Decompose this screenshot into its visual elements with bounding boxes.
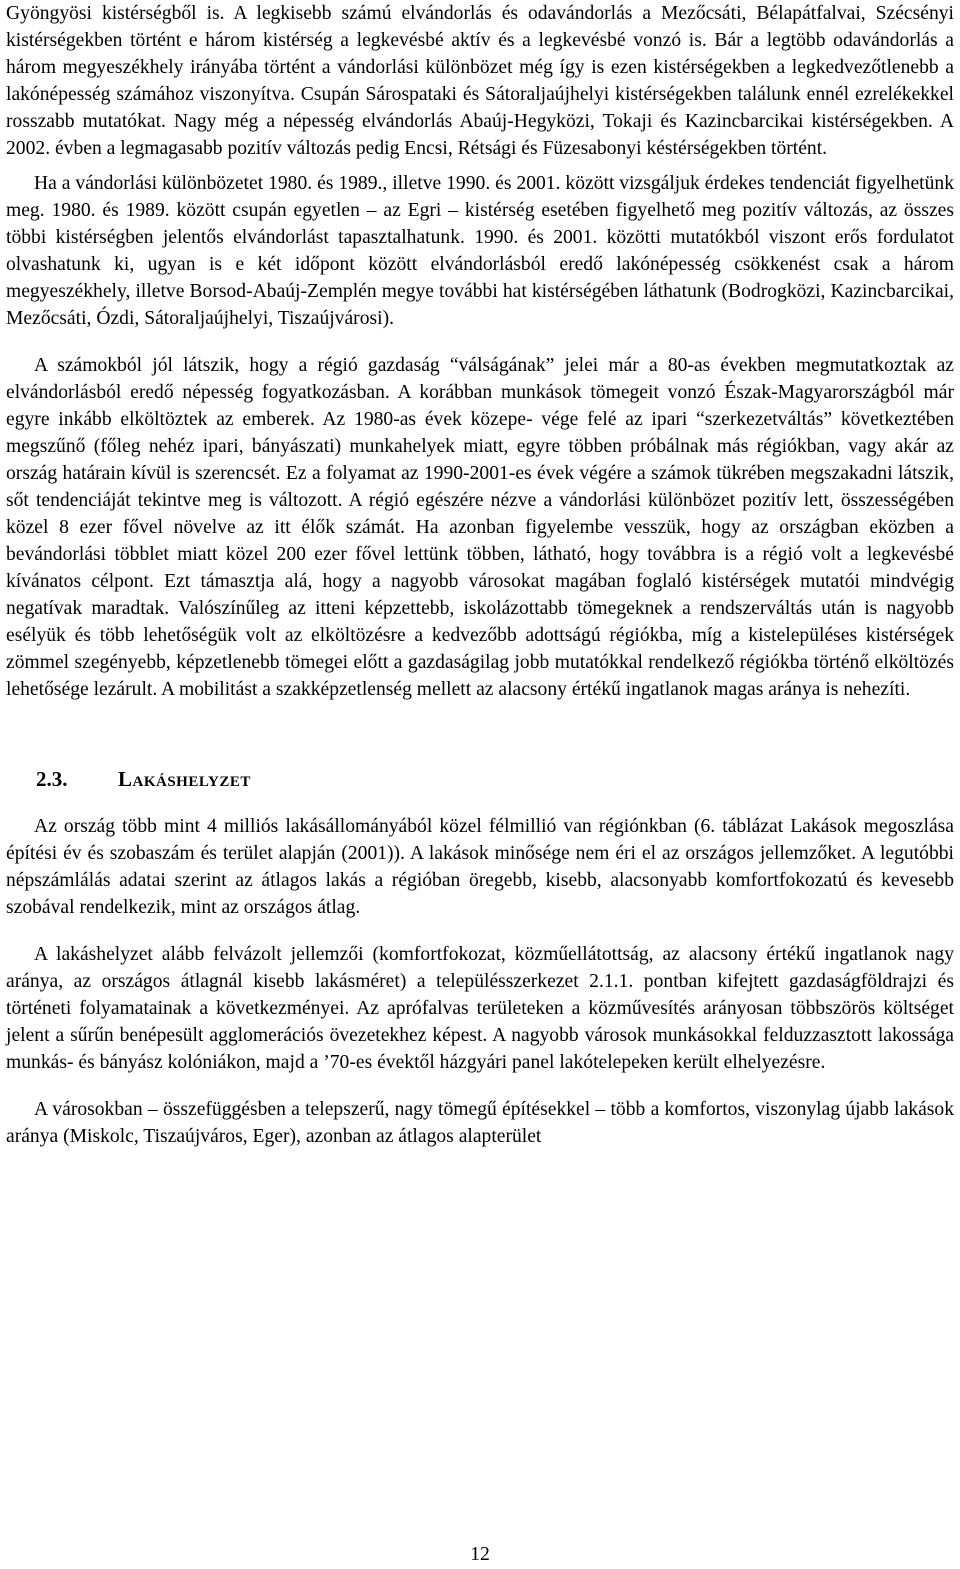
page-number: 12 <box>470 1544 490 1565</box>
body-paragraph: Az ország több mint 4 milliós lakásállományából közel félmillió van régiónkban (6. táblázat Lakások megoszlása építési év és szobaszám és terület alapján (2001)). A lakások minősége nem éri el az országos jellemzőket. A legutóbbi népszámlálás adatai szerint az átlagos lakás a régióban öregebb, kisebb, alacsonyabb komfortfokozatú és kevesebb szobával rendelkezik, mint az országos átlag. <box>6 816 954 918</box>
section-number: 2.3. <box>36 767 68 791</box>
body-paragraph: A lakáshelyzet alább felvázolt jellemzői (komfortfokozat, közműellátottság, az alacsony értékű ingatlanok nagy aránya, az országos átlagnál kisebb lakásméret) a településszerkezet 2.1.1. pontban kifejtett gazdaságföldrajzi és történeti folyamatainak a következményei. Az aprófalvas területeken a közművesítés arányosan többszörös költséget jelent a sűrűn benépesült agglomerációs övezetekhez képest. A nagyobb városok munkásokkal felduzzasztott lakossága munkás- és bányász kolóniákon, majd a ’70-es évektől házgyári panel lakótelepeken került elhelyezésre. <box>6 944 954 1073</box>
section-spacer <box>6 703 954 765</box>
body-paragraph: Gyöngyösi kistérségből is. A legkisebb számú elvándorlás és odavándorlás a Mezőcsáti, Bélapátfalvai, Szécsényi kistérségekben történt e három kistérség a legkevésbé aktív és a legkevésbé vonzó is. Bár a legtöbb odavándorlás a három megyeszékhely irányába történt a vándorlási különbözet még így is ezen kistérségekben a legkedvezőtlenebb a lakónépesség számához viszonyítva. Csupán Sárospataki és Sátoraljaújhelyi kistérségekben találunk ennél ezrelékekkel rosszabb mutatókat. Nagy még a népesség elvándorlás Abaúj-Hegyközi, Tokaji és Kazincbarcikai kistérségekben. A 2002. évben a legmagasabb pozitív változás pedig Encsi, Rétsági és Füzesabonyi késtérségekben történt. <box>6 3 954 159</box>
body-paragraph: A számokból jól látszik, hogy a régió gazdaság “válságának” jelei már a 80-as években megmutatkoztak az elvándorlásból eredő népesség fogyatkozásban. A korábban munkások tömegeit vonzó Észak-Magyarországból már egyre inkább elköltöztek az emberek. Az 1980-as évek közepe- vége felé az ipari “szerkezetváltás” következtében megszűnő (főleg nehéz ipari, bányászati) munkahelyek miatt, egyre többen próbálnak más régiókban, vagy akár az ország határain kívül is szerencsét. Ez a folyamat az 1990-2001-es évek végére a számok tükrében megszakadni látszik, sőt tendenciáját tekintve meg is változott. A régió egészére nézve a vándorlási különbözet pozitív lett, összességében közel 8 ezer fővel növelve az itt élők számát. Ha azonban figyelembe vesszük, hogy az országban eközben a bevándorlási többlet miatt közel 200 ezer fővel lettünk többen, látható, hogy továbbra is a régió volt a legkevésbé kívánatos célpont. Ezt támasztja alá, hogy a nagyobb városokat magában foglaló kistérségek mutatói mindvégig negatívak maradtak. Valószínűleg az itteni képzettebb, iskolázottabb tömegeknek a rendszerváltás után is nagyobb esélyük és több lehetőségük volt az elköltözésre a kedvezőbb adottságú régiókba, míg a kistelepüléses kistérségek zömmel szegényebb, képzetlenebb tömegei előtt a gazdaságilag jobb mutatókkal rendelkező régiókba történő elköltözés lehetősége lezárult. A mobilitást a szakképzetlenség mellett az alacsony értékű ingatlanok magas aránya is nehezíti. <box>6 355 954 700</box>
document-page <box>6 0 954 1150</box>
paragraph-spacer <box>6 162 954 170</box>
body-paragraph: A városokban – összefüggésben a telepszerű, nagy tömegű építésekkel – több a komfortos, viszonylag újabb lakások aránya (Miskolc, Tiszaújváros, Eger), azonban az átlagos alapterület <box>6 1099 954 1147</box>
paragraph-spacer <box>6 921 954 941</box>
paragraph-spacer <box>6 332 954 352</box>
section-title: Lakáshelyzet <box>118 767 251 791</box>
body-paragraph: Ha a vándorlási különbözetet 1980. és 1989., illetve 1990. és 2001. között vizsgáljuk érdekes tendenciát figyelhetünk meg. 1980. és 1989. között csupán egyetlen – az Egri – kistérség esetében figyelhető meg pozitív változás, az összes többi kistérségben jelentős elvándorlást tapasztalhatunk. 1990. és 2001. közötti mutatókból viszont erős fordulatot olvashatunk ki, ugyan is e két időpont között elvándorlásból eredő lakónépesség csökkenést csak a három megyeszékhely, illetve Borsod-Abaúj-Zemplén megye további hat kistérségében láthatunk (Bodrogközi, Kazincbarcikai, Mezőcsáti, Ózdi, Sátoraljaújhelyi, Tiszaújvárosi). <box>6 173 954 329</box>
paragraph-spacer <box>6 793 954 813</box>
section-heading <box>6 765 954 793</box>
paragraph-spacer <box>6 1076 954 1096</box>
